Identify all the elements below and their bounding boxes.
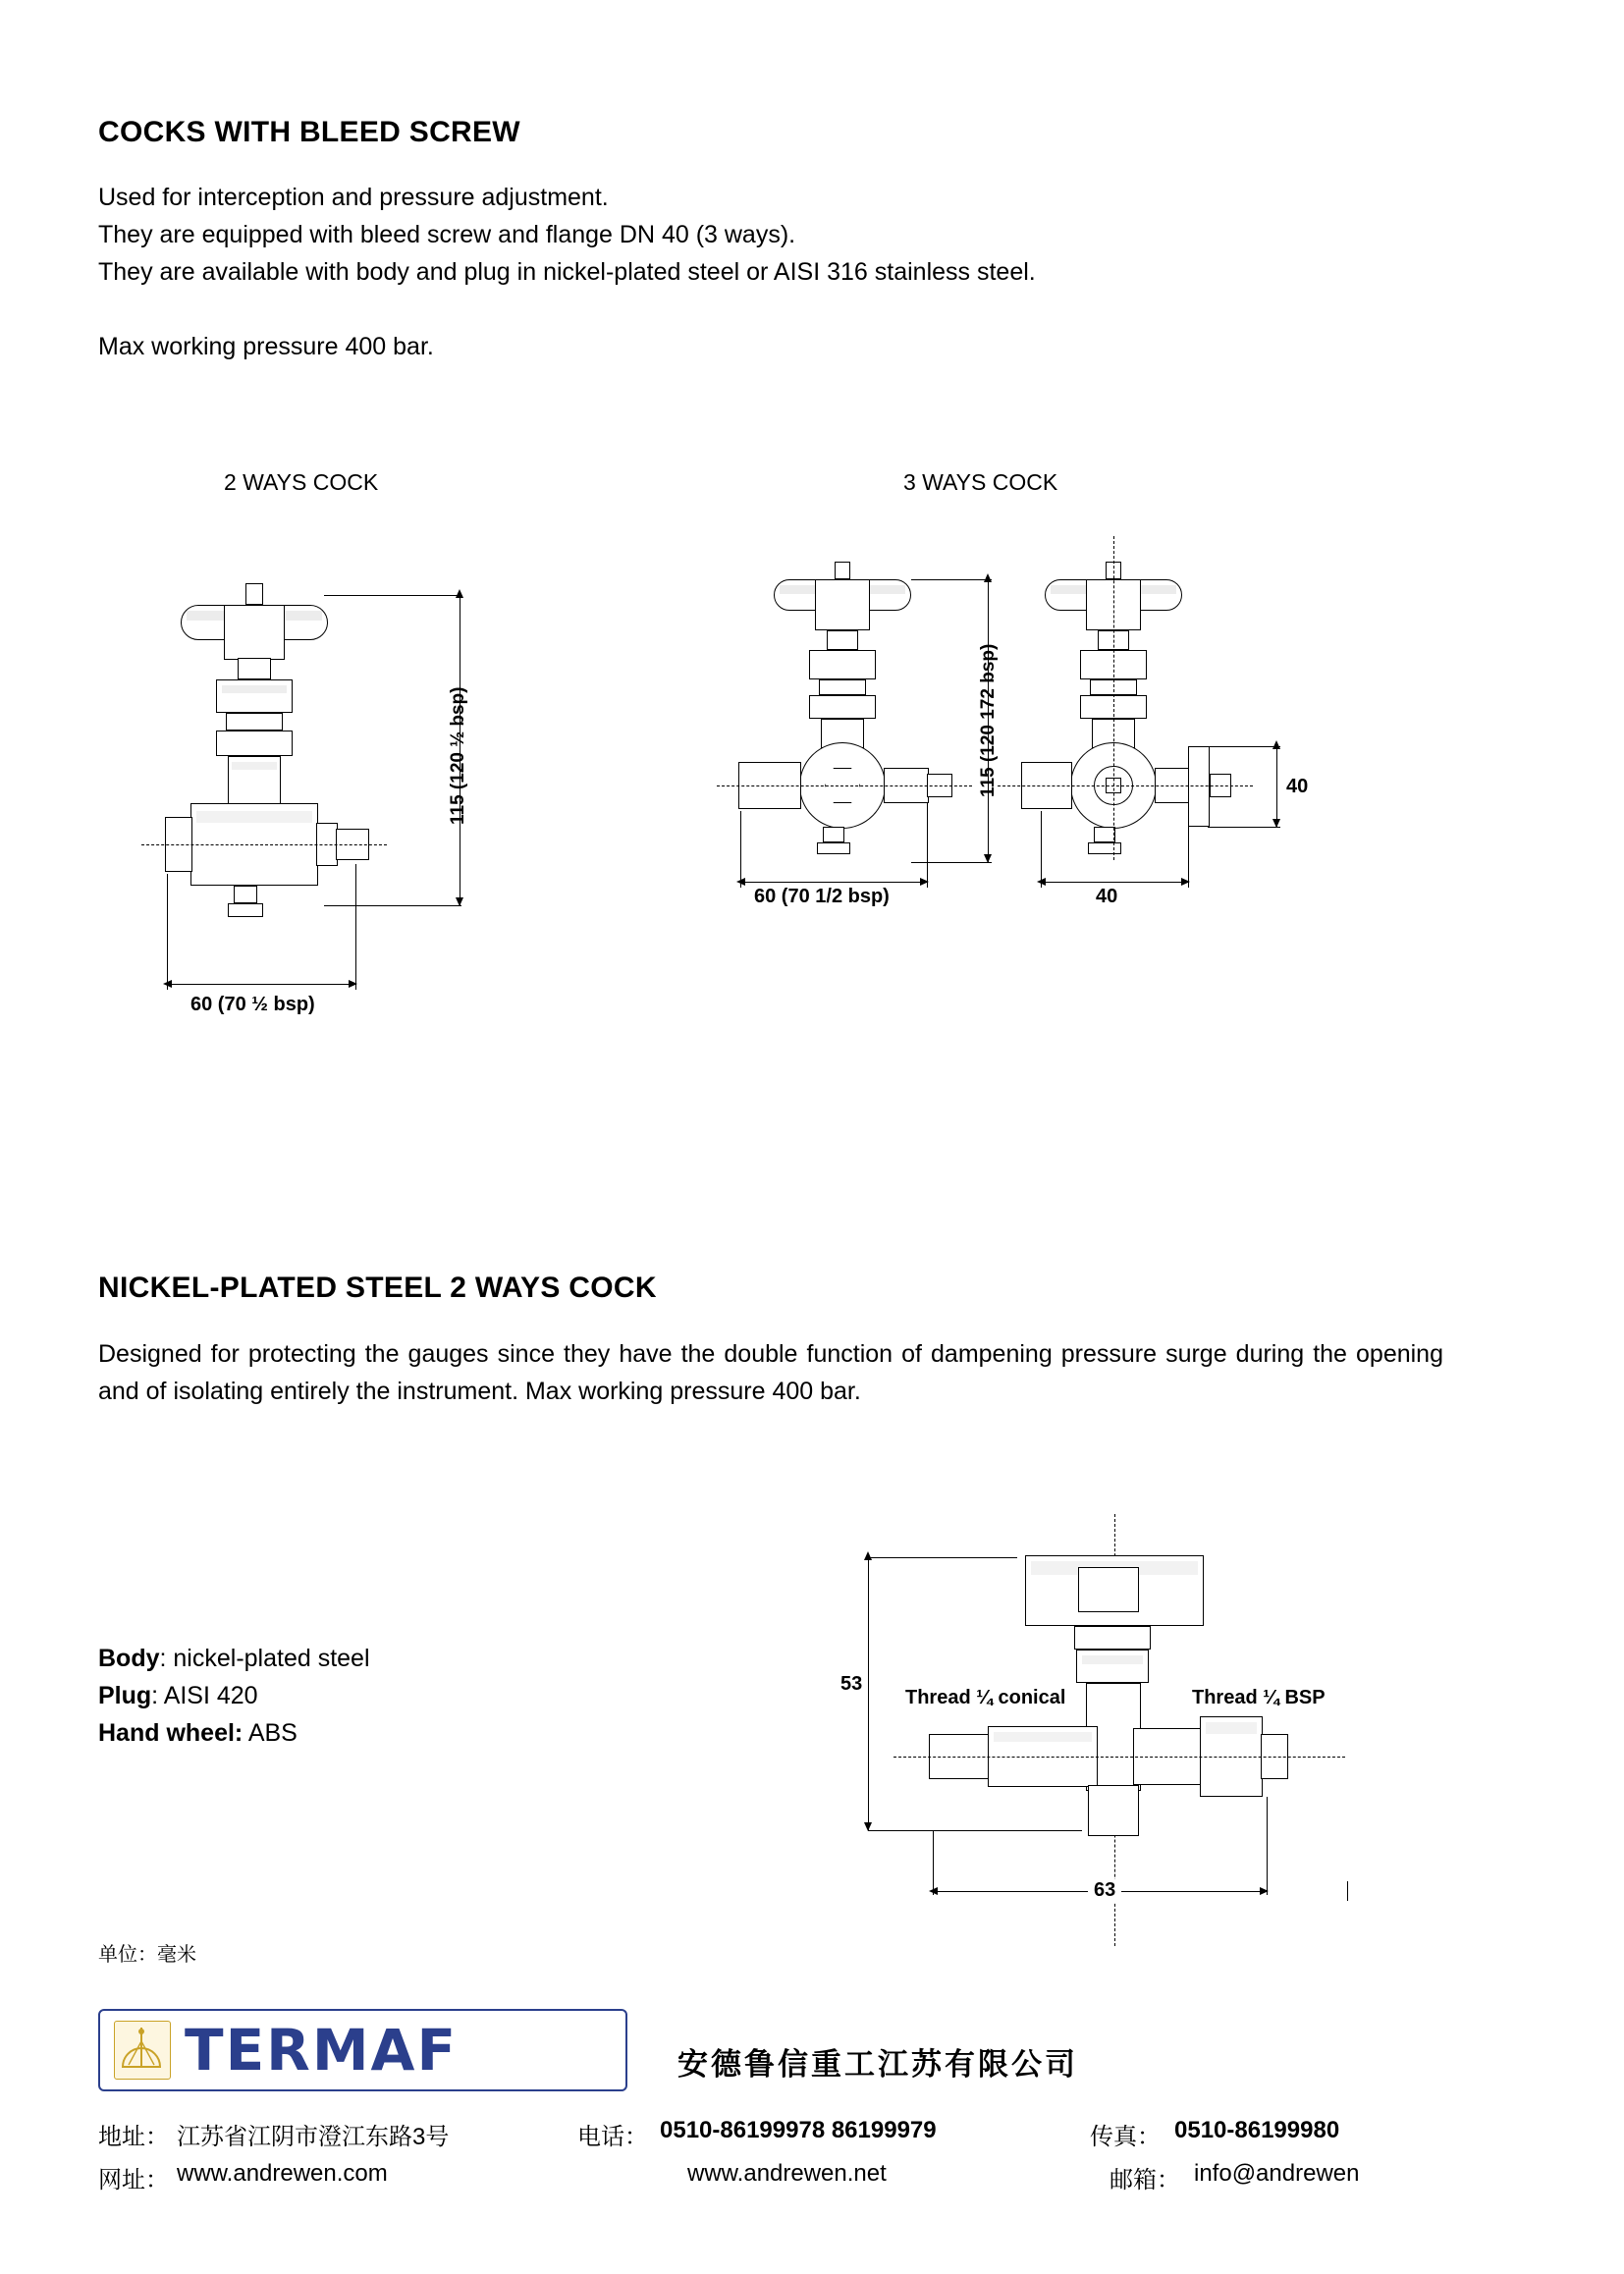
footer-address-value: 江苏省江阴市澄江东路3号 [177,2124,450,2150]
dimension-width-2-ways: 60 (70 ½ bsp) [190,994,315,1015]
logo-emblem-icon [114,2021,171,2080]
drawing-nickel-plated-2-ways-cock [835,1532,1443,1974]
spec-value-handwheel: ABS [247,1719,298,1747]
dimension-flange-height-3-ways: 40 [1286,776,1309,797]
section1-paragraph-2: They are equipped with bleed screw and flange DN 40 (3 ways). [98,221,796,248]
footer-phone-label: 电话： [577,2124,648,2150]
footer-address-label: 地址： [98,2124,169,2150]
label-thread-conical: Thread ¼ conical [905,1687,1066,1708]
spec-label-plug: Plug [98,1682,152,1709]
spec-list [98,1640,609,1752]
company-name-cn: 安德鲁信重工江苏有限公司 [677,2047,1078,2082]
spec-value-body: nickel-plated steel [173,1645,370,1672]
spec-label-body: Body [98,1645,160,1672]
drawing-2-ways-cock [147,540,560,1139]
footer-web2-value[interactable]: www.andrewen.net [687,2160,887,2187]
spec-row-body [98,1640,609,1677]
dimension-height-nickel-cock: 53 [840,1673,863,1695]
unit-note: 单位：毫米 [98,1944,196,1966]
logo-wordmark: TERMAF [185,2017,459,2084]
drawing-3-ways-cock-front [727,540,1414,1002]
dimension-height-2-ways: 115 (120 ½ bsp) [448,686,468,825]
dimension-width-3-ways: 60 (70 1/2 bsp) [754,886,890,907]
dimension-width-nickel-cock: 63 [1088,1879,1121,1902]
spec-sep-plug: : [151,1682,164,1709]
spec-label-handwheel: Hand wheel: [98,1719,244,1747]
footer-email-value[interactable]: info@andrewen [1194,2160,1360,2187]
footer-web-label: 网址： [98,2167,169,2193]
figure-caption-3-ways-cock: 3 WAYS COCK [903,469,1058,495]
section-title-nickel-plated-steel-2-ways-cock: NICKEL-PLATED STEEL 2 WAYS COCK [98,1272,657,1304]
dimension-width-flange-3-ways: 40 [1096,886,1118,907]
section1-paragraph-1: Used for interception and pressure adjustment. [98,184,609,211]
spec-row-plug [98,1677,609,1714]
label-thread-bsp: Thread ¼ BSP [1192,1687,1326,1708]
section1-paragraph-4: Max working pressure 400 bar. [98,333,434,360]
logo-fan-icon [115,2022,168,2077]
section1-paragraph-3: They are available with body and plug in nickel-plated steel or AISI 316 stainless steel. [98,258,1036,286]
section2-paragraph-1: Designed for protecting the gauges since they have the double function of dampening pressure surge during the opening and of isolating entirely the instrument. Max working pressure 400 bar. [98,1340,1443,1405]
spec-row-handwheel [98,1714,609,1752]
company-logo [98,2009,627,2091]
footer-fax-value: 0510-86199980 [1174,2117,1340,2143]
footer-web-value[interactable]: www.andrewen.com [177,2160,388,2187]
spec-sep-body: : [159,1645,174,1672]
footer-fax-label: 传真： [1090,2124,1161,2150]
dimension-height-3-ways: 115 (120 172 bsp) [978,643,999,797]
section-title-cocks-with-bleed-screw: COCKS WITH BLEED SCREW [98,116,520,148]
spec-value-plug: AISI 420 [163,1682,258,1709]
figure-caption-2-ways-cock: 2 WAYS COCK [224,469,379,495]
footer-phone-value: 0510-86199978 86199979 [660,2117,937,2143]
footer-email-label: 邮箱： [1110,2167,1180,2193]
